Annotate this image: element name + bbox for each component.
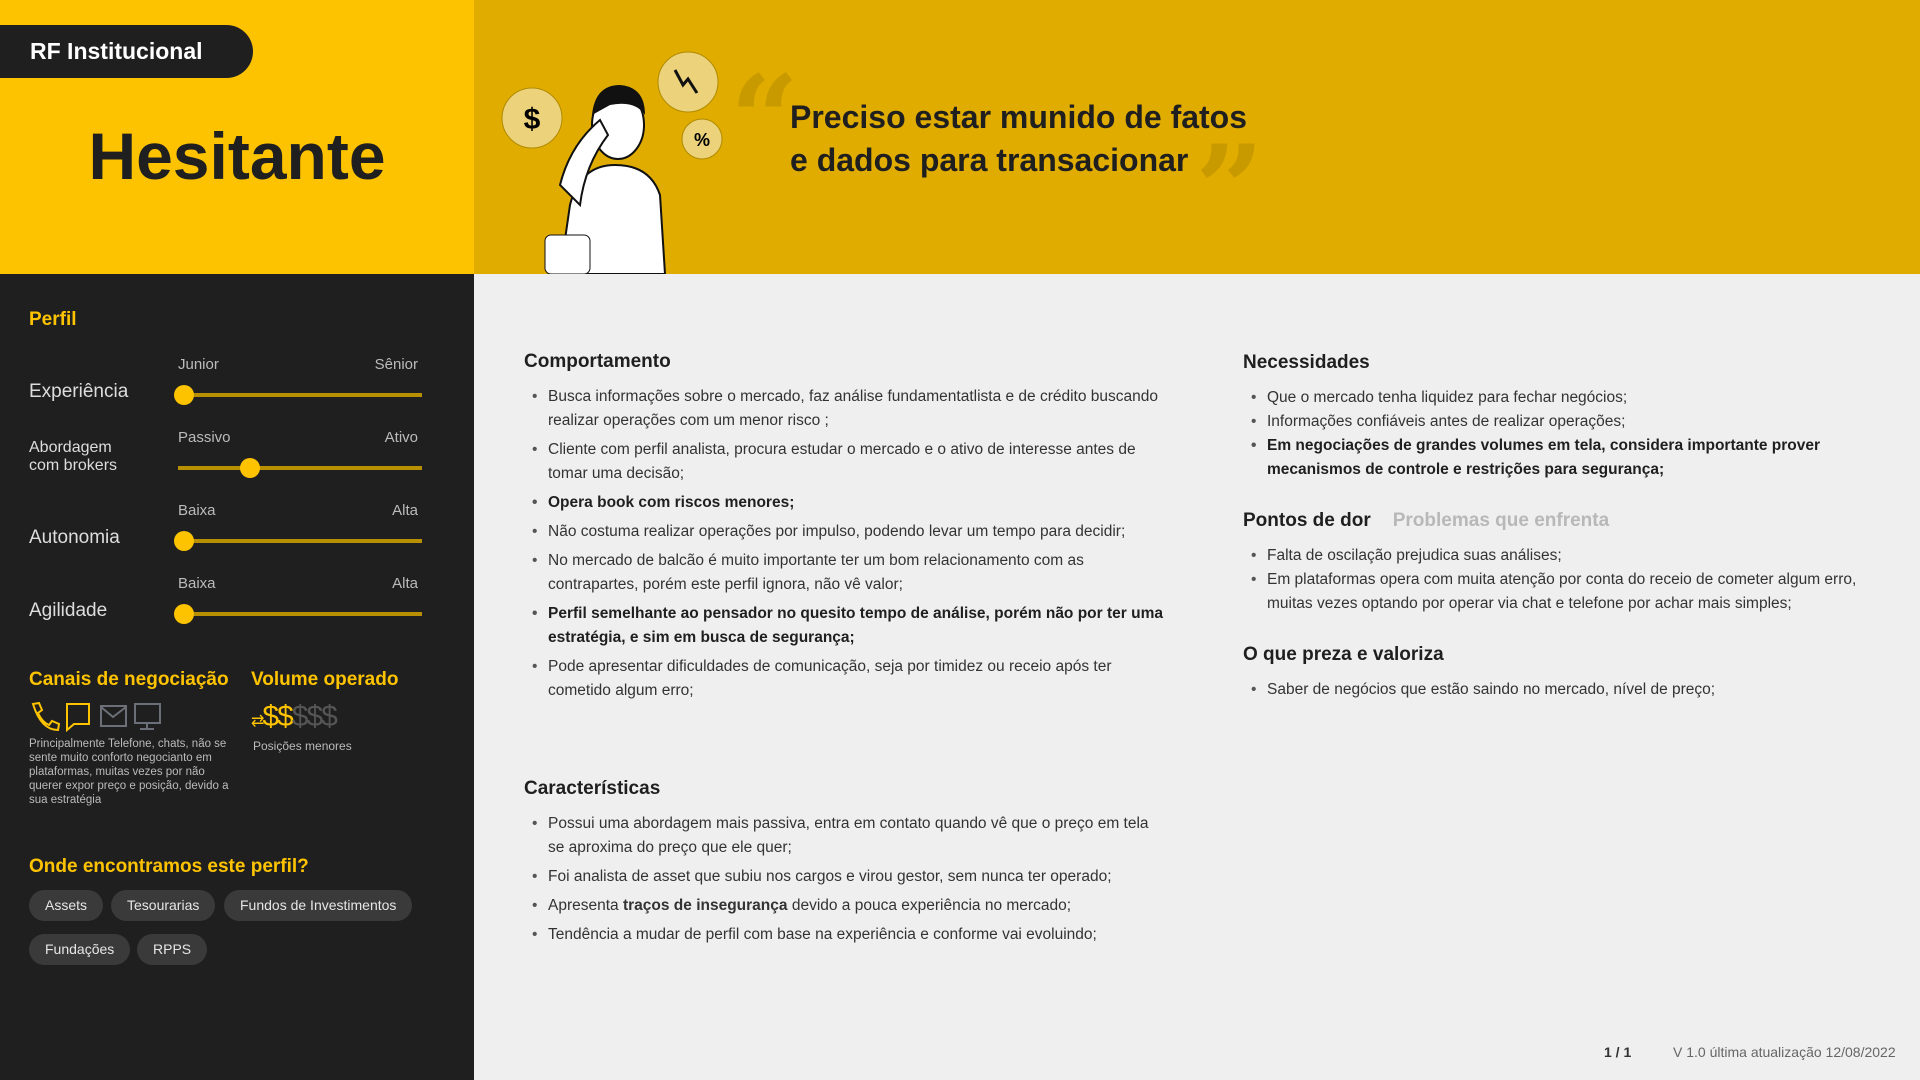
pontos-dor-section (1243, 510, 1873, 616)
slider-track[interactable] (178, 612, 422, 616)
chip-fundos[interactable]: Fundos de Investimentos (224, 890, 412, 921)
valoriza-heading: O que preza e valoriza (1243, 644, 1444, 665)
comportamento-heading: Comportamento (524, 351, 671, 372)
close-quote-mark: ” (1195, 119, 1265, 260)
text: Apresenta (548, 897, 623, 914)
volume-description: Posições menores (253, 739, 352, 753)
slider-min-label: Baixa (178, 575, 216, 592)
quote-line-1: Preciso estar munido de fatos (790, 99, 1248, 135)
quote-line-2: e dados para transacionar (790, 142, 1189, 178)
slider-knob[interactable] (174, 531, 194, 551)
version-label: V 1.0 última atualização 12/08/2022 (1673, 1044, 1896, 1060)
slider-label: Autonomia (29, 527, 120, 548)
slider-track[interactable] (178, 393, 422, 397)
dollar-icon: $ (321, 700, 336, 733)
list-item: • Em plataformas opera com muita atenção por conta do receio de cometer algum erro, muitas vezes optando por operar via chat e telefone por achar mais simples; (1243, 568, 1873, 616)
chip-rpps[interactable]: RPPS (137, 934, 207, 965)
necessidades-section (1243, 352, 1863, 482)
list-item: • Tendência a mudar de perfil com base na experiência e conforme vai evoluindo; (524, 923, 1164, 947)
chip-fundacoes[interactable]: Fundações (29, 934, 130, 965)
mail-icon (101, 706, 126, 726)
chip-tesourarias[interactable]: Tesourarias (111, 890, 215, 921)
slider-max-label: Alta (392, 575, 418, 592)
slider-min-label: Baixa (178, 502, 216, 519)
list-item: • Opera book com riscos menores; (524, 491, 1164, 515)
page-indicator: 1 / 1 (1604, 1044, 1632, 1060)
list-item: • Falta de oscilação prejudica suas análises; (1243, 544, 1873, 568)
persona-quote (790, 96, 1247, 182)
channels-heading: Canais de negociação (29, 669, 229, 690)
list-item: • Foi analista de asset que subiu nos cargos e virou gestor, sem nunca ter operado; (524, 865, 1164, 889)
dollar-icon: $ (306, 700, 322, 733)
persona-title: Hesitante (88, 119, 386, 193)
profile-heading: Perfil (29, 309, 77, 330)
slider-min-label: Passivo (178, 429, 231, 446)
phone-icon (33, 703, 59, 730)
slider-knob[interactable] (174, 385, 194, 405)
slider-label: Abordagem com brokers (29, 439, 118, 474)
emphasis: traços de insegurança (622, 897, 788, 914)
chat-icon (67, 704, 89, 730)
dollar-icon: $ (277, 700, 292, 733)
list-item: • Que o mercado tenha liquidez para fechar negócios; (1243, 386, 1863, 410)
list-item: • Saber de negócios que estão saindo no mercado, nível de preço; (1243, 678, 1883, 702)
caracteristicas-heading: Características (524, 778, 661, 799)
list-item: • No mercado de balcão é muito importante ter um bom relacionamento com as contrapartes, porém este perfil ignora, não vê valor; (524, 549, 1164, 597)
slider-track[interactable] (178, 539, 422, 543)
valoriza-section (1243, 644, 1883, 702)
channels-description: Principalmente Telefone, chats, não se sente muito conforto negocianto em plataformas, muitas vezes por não querer expor preço e posição, devido a sua estratégia (29, 738, 229, 806)
dollar-icon: $ (291, 700, 307, 733)
list-item: • Cliente com perfil analista, procura estudar o mercado e o ativo de interesse antes de tomar uma decisão; (524, 438, 1164, 486)
monitor-icon (135, 704, 160, 729)
slider-knob[interactable] (240, 458, 260, 478)
list-item: • Possui uma abordagem mais passiva, entra em contato quando vê que o preço em tela se aproxima do preço que ele quer; (524, 812, 1164, 860)
channel-icons (29, 700, 189, 732)
chip-assets[interactable]: Assets (29, 890, 103, 921)
slider-max-label: Ativo (384, 429, 418, 446)
slider-track[interactable] (178, 466, 422, 470)
svg-text:$: $ (523, 103, 541, 136)
slider-max-label: Sênior (374, 356, 418, 373)
list-item: • Em negociações de grandes volumes em tela, considera importante prover mecanismos de controle e restrições para segurança; (1243, 434, 1863, 482)
list-item: • Informações confiáveis antes de realizar operações; (1243, 410, 1863, 434)
dollar-icon: $ (262, 700, 278, 733)
slider-label: Experiência (29, 381, 129, 402)
slider-max-label: Alta (392, 502, 418, 519)
segment-badge: RF Institucional (0, 25, 253, 78)
open-quote-mark: “ (730, 49, 800, 190)
worried-person-illustration (500, 45, 730, 274)
list-item: • Pode apresentar dificuldades de comunicação, seja por timidez ou receio após ter cometido algum erro; (524, 655, 1164, 703)
svg-text:%: % (693, 130, 711, 150)
caracteristicas-section (524, 778, 1164, 952)
list-item (524, 894, 1164, 918)
list-item: • Perfil semelhante ao pensador no quesito tempo de análise, porém não por ter uma estratégia, e sim em busca de segurança; (524, 602, 1164, 650)
volume-level (251, 700, 336, 734)
volume-heading: Volume operado (251, 669, 399, 690)
comportamento-section (524, 351, 1164, 708)
necessidades-heading: Necessidades (1243, 352, 1370, 373)
list-item: • Não costuma realizar operações por impulso, podendo levar um tempo para decidir; (524, 520, 1164, 544)
text: devido a pouca experiência no mercado; (787, 897, 1072, 914)
exchange-icon: ⇄ (251, 713, 263, 730)
slider-min-label: Junior (178, 356, 219, 373)
slider-label: Agilidade (29, 600, 108, 621)
slider-knob[interactable] (174, 604, 194, 624)
pontos-dor-subheading: Problemas que enfrenta (1392, 510, 1610, 531)
list-item: • Busca informações sobre o mercado, faz análise fundamentatlista e de crédito buscando realizar operações com um menor risco ; (524, 385, 1164, 433)
pontos-dor-heading: Pontos de dor (1243, 510, 1371, 531)
where-heading: Onde encontramos este perfil? (29, 856, 309, 877)
